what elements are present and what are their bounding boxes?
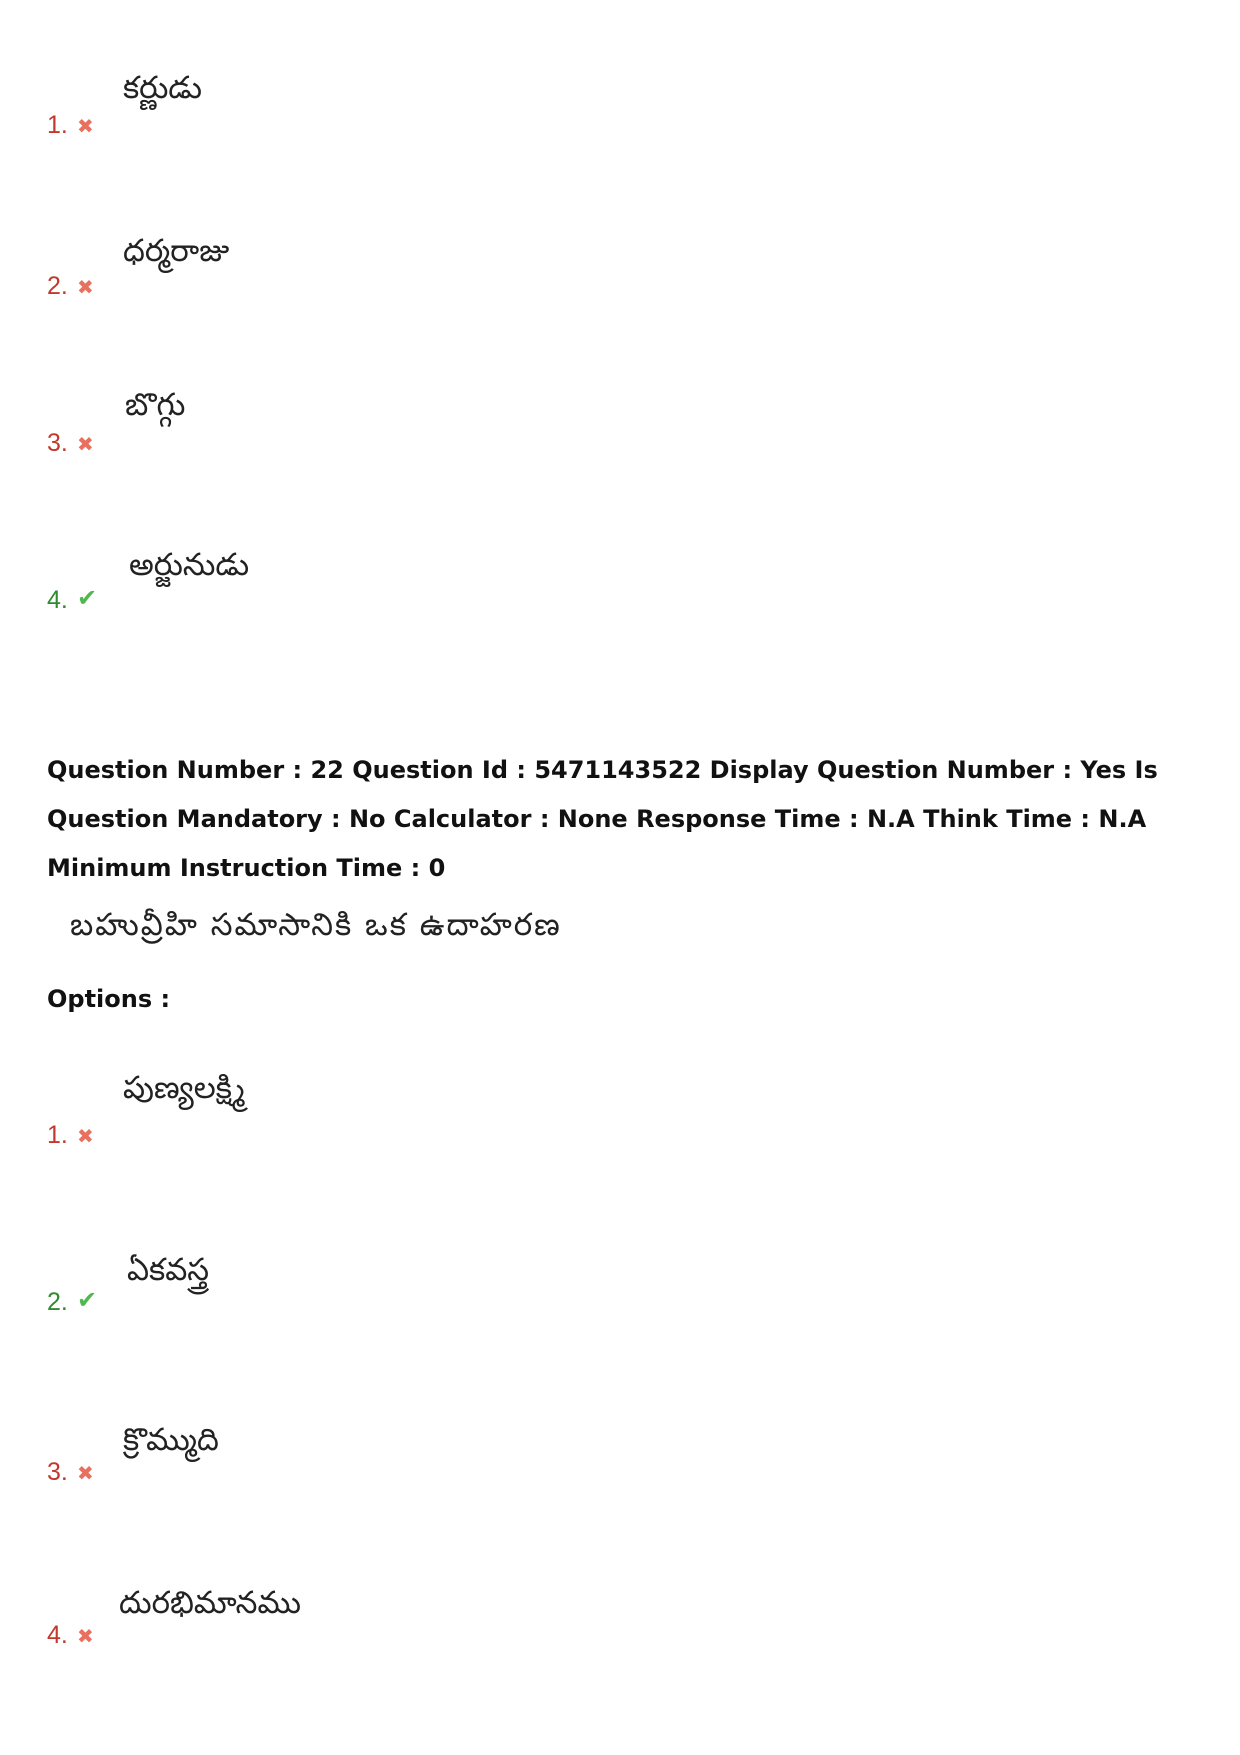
prev-option-4 — [47, 545, 647, 665]
option-number: 3. — [47, 1458, 68, 1486]
cross-icon: ✖ — [77, 1624, 94, 1648]
option-text: బొగ్గు — [125, 387, 186, 423]
option-text: కర్ణుడు — [123, 70, 202, 106]
cross-icon: ✖ — [77, 1461, 94, 1485]
cross-icon: ✖ — [77, 432, 94, 456]
option-number: 3. — [47, 429, 68, 457]
question-text: బహువ్రీహి సమాసానికి ఒక ఉదాహరణ — [70, 907, 562, 943]
option-text: దురభిమానము — [119, 1585, 301, 1621]
option-number: 2. — [47, 1288, 68, 1316]
checkmark-icon: ✔ — [77, 584, 98, 612]
option-text: పుణ్యలక్ష్మి — [123, 1070, 245, 1106]
cross-icon: ✖ — [77, 1124, 94, 1148]
option-number: 4. — [47, 1621, 68, 1649]
option-text: క్రొమ్ముది — [123, 1422, 219, 1458]
option-number: 1. — [47, 1121, 68, 1149]
options-label: Options : — [47, 985, 171, 1013]
option-3 — [47, 1420, 647, 1540]
option-number: 1. — [47, 111, 68, 139]
question-meta: Question Number : 22 Question Id : 5471143522 Display Question Number : Yes Is Question Mandatory : No Calculator : None Response Time : N.A Think Time : N.A Minimum Instruction Time : 0 — [47, 756, 1158, 882]
checkmark-icon: ✔ — [77, 1286, 98, 1314]
option-text: అర్జునుడు — [129, 547, 250, 583]
option-1 — [47, 1068, 647, 1188]
option-text: ఏకవస్త్ర — [127, 1252, 210, 1288]
option-4 — [47, 1583, 647, 1703]
option-number: 4. — [47, 586, 68, 614]
prev-option-1 — [47, 62, 647, 182]
cross-icon: ✖ — [77, 114, 94, 138]
option-2 — [47, 1250, 647, 1370]
option-number: 2. — [47, 272, 68, 300]
option-text: ధర్మరాజు — [123, 233, 230, 269]
prev-option-3 — [47, 385, 647, 505]
prev-option-2 — [47, 225, 647, 345]
cross-icon: ✖ — [77, 275, 94, 299]
